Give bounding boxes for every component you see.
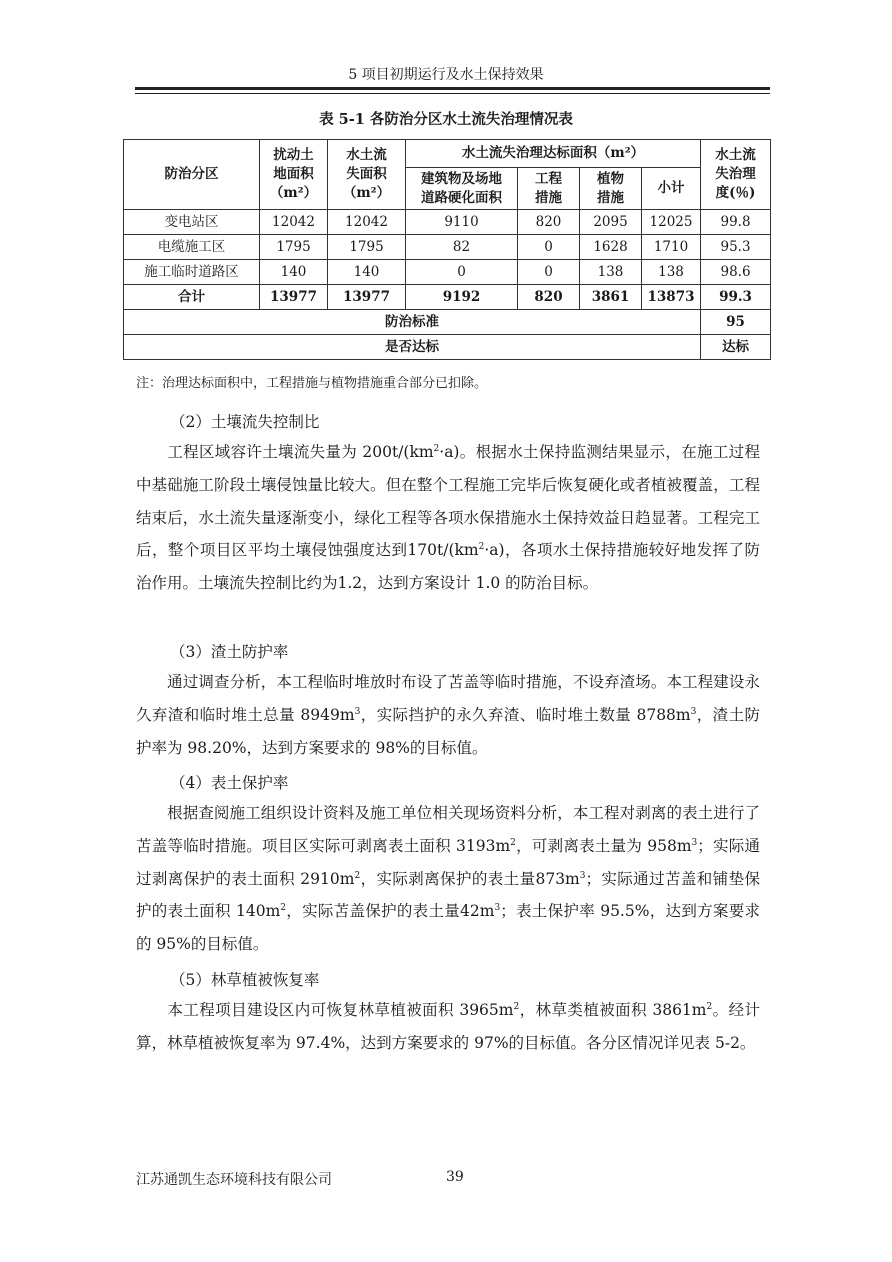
table-cell: 820 [518,210,580,235]
standard-label: 防治标准 [124,310,701,335]
table-cell: 98.6 [701,260,771,285]
header-rule-thin [135,93,770,94]
table-cell: 13977 [328,285,406,310]
header-treatment-rate: 水土流 失治理 度(％) [701,140,771,210]
header-loss-area: 水土流 失面积 （m²） [328,140,406,210]
section-heading-vegetation: （5）林草植被恢复率 [170,971,320,989]
header-building-area: 建筑物及场地 道路硬化面积 [406,168,518,210]
table-cell: 1628 [580,235,642,260]
table-cell: 合计 [124,285,260,310]
table-cell: 82 [406,235,518,260]
table-cell: 9192 [406,285,518,310]
table-row [124,260,771,285]
table-cell: 0 [406,260,518,285]
header-treated-area-group: 水土流失治理达标面积（m²） [406,140,701,168]
table-row [124,210,771,235]
table-cell: 138 [642,260,701,285]
paragraph-spoil: 通过调查分析，本工程临时堆放时布设了苫盖等临时措施，不设弃渣场。本工程建设永久弃渣和临时堆土总量 $8949m^3$，实际挡护的永久弃渣、临时堆土数量 $8788m^3$，渣土防护率为 98.20%，达到方案要求的 98%的目标值。 [136,673,760,757]
header-zone: 防治分区 [124,140,260,210]
section-heading-soil-loss: （2）土壤流失控制比 [170,413,320,431]
page-number: 39 [446,1169,464,1185]
table-cell: 12025 [642,210,701,235]
table-cell: 140 [328,260,406,285]
table-cell: 变电站区 [124,210,260,235]
table-cell: 140 [260,260,328,285]
paragraph-topsoil: 根据查阅施工组织设计资料及施工单位相关现场资料分析，本工程对剥离的表土进行了苫盖等临时措施。项目区实际可剥离表土面积 $3193m^2$，可剥离表土量为 $958m^3$；实际通过剥离保护的表土面积 $2910m^2$，实际剥离保护的表土量$873m^3$；实际通过苫盖和铺垫保护的表土面积 $140m^2$，实际苫盖保护的表土量$42m^3$；表土保护率 95.5%，达到方案要求的 95%的目标值。 [136,804,761,954]
table-caption: 表 5-1 各防治分区水土流失治理情况表 [319,111,573,128]
reached-label: 是否达标 [124,335,701,360]
table-cell: 13873 [642,285,701,310]
table-cell: 12042 [260,210,328,235]
table-cell: 1795 [260,235,328,260]
table-cell: 95.3 [701,235,771,260]
header-vegetation: 植物 措施 [580,168,642,210]
header-rule-thick [135,87,770,90]
paragraph-soil-loss: 工程区域容许土壤流失量为 $200t/(km^2\cdot a)$。根据水土保持监测结果显示，在施工过程中基础施工阶段土壤侵蚀量比较大。但在整个工程施工完毕后恢复硬化或者植被覆盖，工程结束后，水土流失量逐渐变小，绿化工程等各项水保措施水土保持效益日趋显著。工程完工后，整个项目区平均土壤侵蚀强度达到$170t/(km^2\cdot a)$，各项水土保持措施较好地发挥了防治作用。土壤流失控制比约为1.2，达到方案设计 1.0 的防治目标。 [136,443,760,593]
table-row [124,235,771,260]
header-subtotal: 小计 [642,168,701,210]
table-reached-row [124,335,771,360]
table-cell: 9110 [406,210,518,235]
table-cell: 99.8 [701,210,771,235]
footer-company: 江苏通凯生态环境科技有限公司 [136,1172,332,1188]
header-engineering: 工程 措施 [518,168,580,210]
table-cell: 13977 [260,285,328,310]
table-cell: 施工临时道路区 [124,260,260,285]
treatment-table [123,139,771,360]
table-note: 注：治理达标面积中，工程措施与植物措施重合部分已扣除。 [136,376,488,391]
page-header-title: 5 项目初期运行及水土保持效果 [348,67,544,83]
table-cell: 电缆施工区 [124,235,260,260]
table-cell: 820 [518,285,580,310]
paragraph-vegetation: 本工程项目建设区内可恢复林草植被面积 $3965m^2$，林草类植被面积 $3861m^2$。经计算，林草植被恢复率为 97.4%，达到方案要求的 97%的目标值。各分区情况详见表 5-2。 [136,1001,760,1052]
table-cell: 138 [580,260,642,285]
section-heading-topsoil: （4）表土保护率 [170,774,289,792]
standard-value: 95 [701,310,771,335]
table-cell: 1795 [328,235,406,260]
table-cell: 1710 [642,235,701,260]
table-cell: 3861 [580,285,642,310]
header-disturbed-area: 扰动土 地面积 （m²） [260,140,328,210]
table-cell: 12042 [328,210,406,235]
table-cell: 99.3 [701,285,771,310]
table-total-row [124,285,771,310]
table-cell: 2095 [580,210,642,235]
table-cell: 0 [518,235,580,260]
section-heading-spoil: （3）渣土防护率 [170,643,289,661]
table-cell: 0 [518,260,580,285]
table-standard-row [124,310,771,335]
reached-value: 达标 [701,335,771,360]
